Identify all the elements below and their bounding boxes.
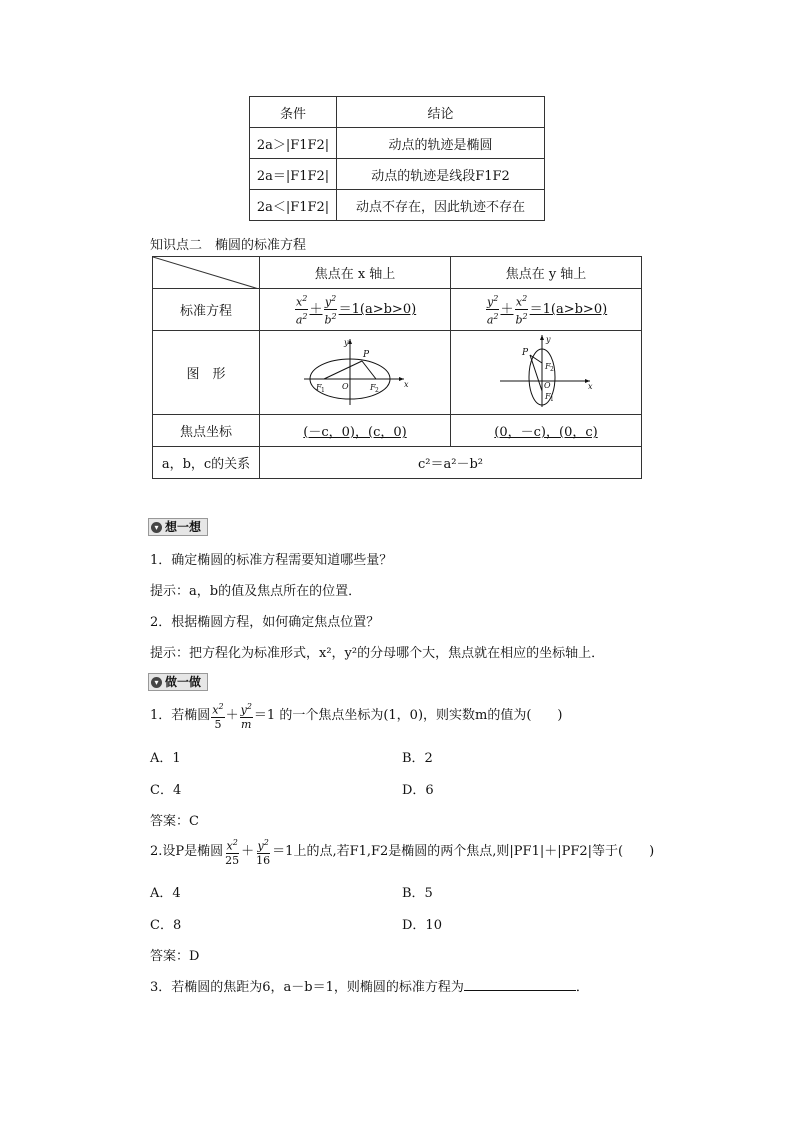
frac-x2-b2: $\frac{x^2}{b^2}$ [515,294,528,327]
svg-text:O: O [544,380,551,390]
think-question-2: 2．根据椭圆方程，如何确定焦点位置？ [150,615,380,630]
practice-question-2: 2.设P是椭圆 $\frac{x^2}{25}$ ＋ $\frac{y^2}{16}$ ＝1上的点,若F1,F2是椭圆的两个焦点,则|PF1|＋|PF2|等于( ) [150,838,655,867]
svg-text:F: F [370,382,376,392]
svg-text:P: P [363,349,370,360]
eq-y-tail: ＝1(a>b>0) [529,302,608,317]
chevron-down-icon: ▾ [151,522,162,533]
diagonal-header-cell [153,257,260,289]
q2-answer: 答案：D [150,949,200,964]
svg-text:1: 1 [550,395,554,403]
practice-question-1: 1．若椭圆 $\frac{x^2}{5}$ ＋ $\frac{y^2}{m}$ ＝1 的一个焦点坐标为(1，0)，则实数m的值为( ) [150,702,563,731]
think-answer-2: 提示：把方程化为标准形式，x²，y²的分母哪个大，焦点就在相应的坐标轴上． [150,646,605,661]
svg-text:F: F [545,361,551,371]
practice-question-3: 3．若椭圆的焦距为6，a－b＝1，则椭圆的标准方程为 ． [150,980,589,995]
label-foci: 焦点坐标 [153,415,260,447]
svg-text:y: y [546,334,551,344]
header-condition: 条件 [250,97,337,128]
svg-text:O: O [342,381,349,391]
think-badge: ▾ 想一想 [148,518,208,536]
q1-option-a: A．1 [150,751,181,766]
q2-option-a: A．4 [150,886,181,901]
header-y-axis: 焦点在 y 轴上 [451,257,642,289]
frac-x2-25: $\frac{x^2}{25}$ [225,838,240,867]
section-title: 知识点二 椭圆的标准方程 [150,238,307,253]
frac-y2-b2: $\frac{y^2}{b^2}$ [324,294,337,327]
condition-table [249,96,545,221]
label-figure: 图 形 [153,331,260,415]
relation-cell: c²＝a²－b² [260,447,642,479]
result-cell: 动点不存在，因此轨迹不存在 [337,190,545,221]
q1-answer: 答案：C [150,814,199,829]
label-standard-eq: 标准方程 [153,289,260,331]
q1-option-d: D．6 [402,783,434,798]
frac-x2-5: $\frac{x^2}{5}$ [212,702,224,731]
foci-y-cell: (0，－c)，(0，c) [451,415,642,447]
chevron-down-icon: ▾ [151,677,162,688]
q1-option-b: B．2 [402,751,433,766]
svg-text:x: x [588,381,593,391]
frac-y2-m: $\frac{y^2}{m}$ [240,702,252,731]
svg-text:F: F [316,382,322,392]
think-answer-1: 提示：a，b的值及焦点所在的位置． [150,584,362,599]
frac-y2-a2: $\frac{y^2}{a^2}$ [486,294,499,327]
ellipse-table [152,256,642,479]
label-relation: a，b，c的关系 [153,447,260,479]
svg-text:y: y [344,337,349,347]
q1-option-c: C．4 [150,783,182,798]
figure-y-cell [451,331,642,415]
diagonal-line [153,257,259,289]
header-conclusion: 结论 [337,97,545,128]
q2-option-c: C．8 [150,918,182,933]
q2-option-b: B．5 [402,886,433,901]
ellipse-y-diagram [496,333,596,409]
think-question-1: 1．确定椭圆的标准方程需要知道哪些量？ [150,553,393,568]
cond-cell: 2a＜|F1F2| [250,190,337,221]
frac-x2-a2: $\frac{x^2}{a^2}$ [295,294,308,327]
header-x-axis: 焦点在 x 轴上 [260,257,451,289]
cond-cell: 2a＞|F1F2| [250,128,337,159]
svg-text:P: P [522,347,529,358]
svg-text:F: F [545,391,551,401]
figure-x-cell [260,331,451,415]
svg-text:2: 2 [375,386,379,394]
ellipse-x-diagram [300,335,410,407]
eq-x-cell: $\frac{x^2}{a^2}$ ＋ $\frac{y^2}{b^2}$ ＝1(a>b>0) [260,289,451,331]
frac-y2-16: $\frac{y^2}{16}$ [256,838,271,867]
q2-option-d: D．10 [402,918,442,933]
svg-text:x: x [404,379,409,389]
svg-text:2: 2 [550,365,554,373]
foci-x-cell: (－c，0)，(c，0) [260,415,451,447]
eq-x-tail: ＝1(a>b>0) [338,302,417,317]
svg-text:1: 1 [321,386,325,394]
answer-blank[interactable] [464,978,576,991]
practice-badge: ▾ 做一做 [148,673,208,691]
result-cell: 动点的轨迹是椭圆 [337,128,545,159]
cond-cell: 2a＝|F1F2| [250,159,337,190]
result-cell: 动点的轨迹是线段F1F2 [337,159,545,190]
eq-y-cell: $\frac{y^2}{a^2}$ ＋ $\frac{x^2}{b^2}$ ＝1(a>b>0) [451,289,642,331]
